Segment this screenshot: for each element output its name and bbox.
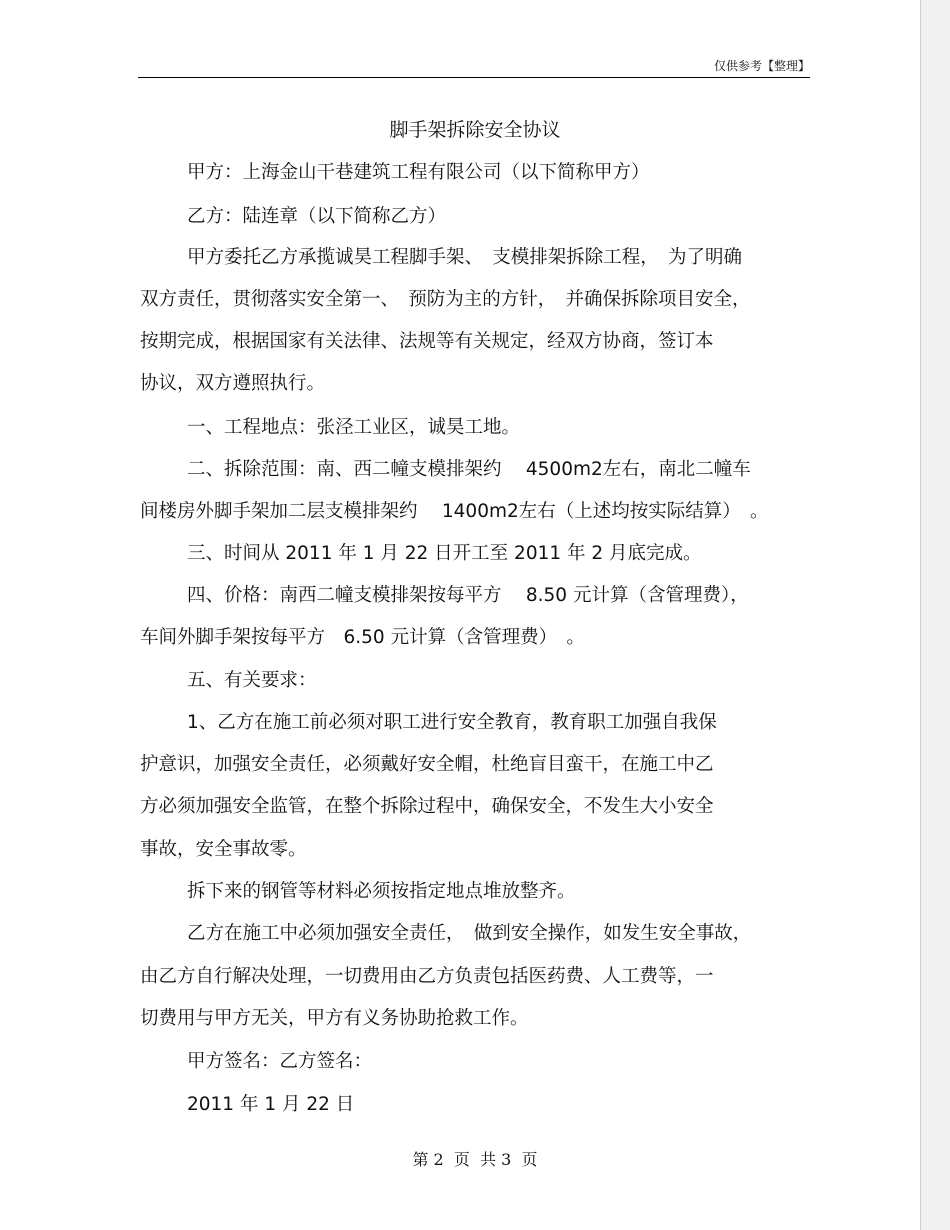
clause-location: 一、工程地点：张泾工业区，诚昊工地。 <box>187 417 521 438</box>
requirement-line: 切费用与甲方无关，甲方有义务协助抢救工作。 <box>140 1008 529 1029</box>
paragraph-line: 甲方委托乙方承揽诚昊工程脚手架、 支模排架拆除工程， 为了明确 <box>187 247 743 268</box>
clause-scope-cont: 间楼房外脚手架加二层支模排架约 1400m2左右（上述均按实际结算） 。 <box>140 501 769 522</box>
clause-price-cont: 车间外脚手架按每平方 6.50 元计算（含管理费） 。 <box>140 627 585 648</box>
requirement-line: 方必须加强安全监管，在整个拆除过程中，确保安全，不发生大小安全 <box>140 796 714 817</box>
requirement-line: 事故，安全事故零。 <box>140 839 307 860</box>
page-edge <box>920 0 950 1230</box>
requirement-line: 护意识，加强安全责任，必须戴好安全帽，杜绝盲目蛮干，在施工中乙 <box>140 754 714 775</box>
requirement-line: 1、乙方在施工前必须对职工进行安全教育，教育职工加强自我保 <box>187 712 717 733</box>
requirement-line: 拆下来的钢管等材料必须按指定地点堆放整齐。 <box>187 881 576 902</box>
party-a-line: 甲方：上海金山干巷建筑工程有限公司（以下简称甲方） <box>187 162 650 183</box>
document-title: 脚手架拆除安全协议 <box>389 119 561 141</box>
clause-requirements: 五、有关要求： <box>187 670 317 691</box>
clause-time: 三、时间从 2011 年 1 月 22 日开工至 2011 年 2 月底完成。 <box>187 543 702 564</box>
requirement-line: 乙方在施工中必须加强安全责任， 做到安全操作，如发生安全事故， <box>187 923 752 944</box>
party-b-line: 乙方：陆连章（以下简称乙方） <box>187 206 447 227</box>
requirement-line: 由乙方自行解决处理，一切费用由乙方负责包括医药费、人工费等，一 <box>140 966 714 987</box>
date-line: 2011 年 1 月 22 日 <box>187 1094 355 1115</box>
paragraph-line: 按期完成，根据国家有关法律、法规等有关规定，经双方协商，签订本 <box>140 331 714 352</box>
page-number: 第 2 页 共 3 页 <box>412 1150 538 1169</box>
clause-price: 四、价格：南西二幢支模排架按每平方 8.50 元计算（含管理费）， <box>187 585 749 606</box>
clause-scope: 二、拆除范围：南、西二幢支模排架约 4500m2左右，南北二幢车 <box>187 459 751 480</box>
paragraph-line: 双方责任，贯彻落实安全第一、 预防为主的方针， 并确保拆除项目安全， <box>140 289 751 310</box>
signature-line: 甲方签名：乙方签名： <box>187 1051 373 1072</box>
paragraph-line: 协议，双方遵照执行。 <box>140 373 326 394</box>
page-header <box>138 55 810 78</box>
header-note: 仅供参考【整理】 <box>713 59 810 73</box>
